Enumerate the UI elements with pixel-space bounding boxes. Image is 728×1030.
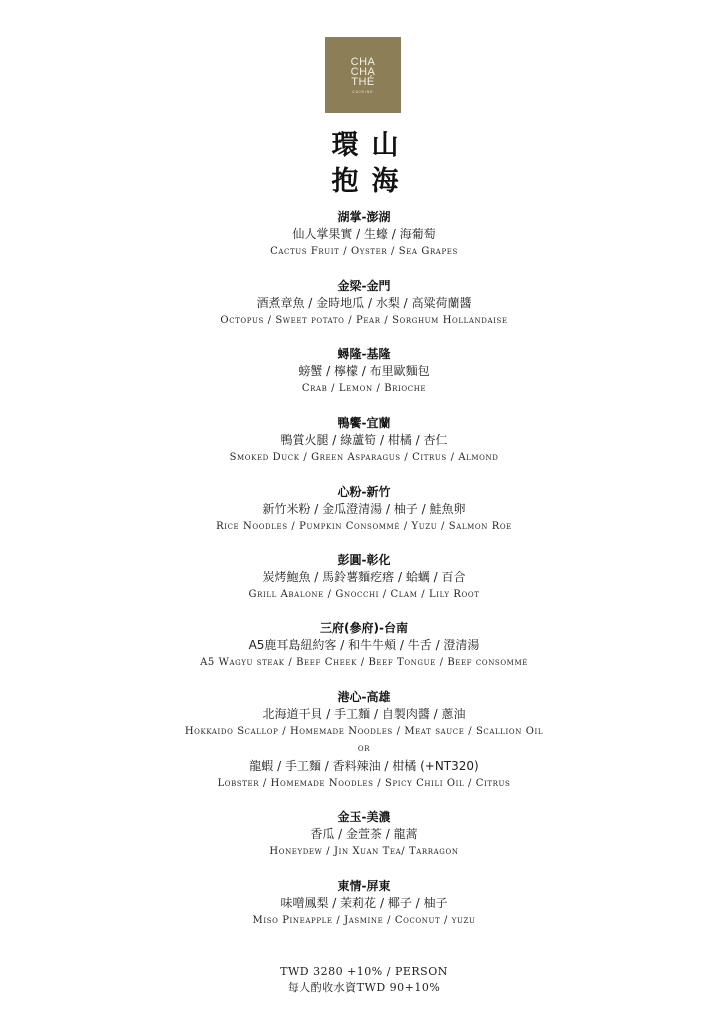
menu-title [320,128,410,200]
course-heading: 金梁-金門 [337,279,391,293]
course-changhua [0,552,728,604]
course-hsinchu [0,484,728,536]
price-footer [0,964,728,996]
course-chinese: 螃蟹 / 檸檬 / 布里歐麵包 [298,364,430,378]
title-char-3: 抱 [331,166,359,197]
course-english: Hokkaido Scallop / Homemade Noodles / Meat sauce / Scallion Oil [184,726,544,737]
course-chinese: 味噌鳳梨 / 茉莉花 / 椰子 / 柚子 [280,896,448,910]
title-char-2: 山 [371,130,399,161]
course-chinese: 香瓜 / 金萱茶 / 龍蒿 [310,827,418,841]
course-english: Smoked Duck / Green Asparagus / Citrus / Almond [229,452,499,463]
course-chinese: 北海道干貝 / 手工麵 / 自製肉醬 / 蔥油 [262,707,466,721]
title-char-4: 海 [371,166,399,197]
logo-line-2: CHA [350,65,376,78]
course-heading: 蟳隆-基隆 [337,347,391,361]
course-penghu [0,209,728,261]
course-heading: 彭圓-彰化 [337,553,391,567]
course-chinese: 酒煮章魚 / 金時地瓜 / 水梨 / 高粱荷蘭醬 [256,296,472,310]
course-english-alt: Lobster / Homemade Noodles / Spicy Chili Oil / Citrus [217,778,511,789]
course-heading: 港心-高雄 [337,690,391,704]
course-english: A5 Wagyu steak / Beef Cheek / Beef Tongue / Beef consommé [200,657,528,668]
title-char-1: 環 [331,130,359,161]
course-chinese: 仙人掌果實 / 生蠔 / 海葡萄 [292,227,436,241]
logo-line-4: CUISINE [352,89,374,94]
course-chinese: 炭烤鮑魚 / 馬鈴薯麵疙瘩 / 蛤蠣 / 百合 [262,570,466,584]
course-chinese-alt: 龍蝦 / 手工麵 / 香料辣油 / 柑橘 (+NT320) [249,759,479,773]
course-chinese: 鴨賞火腿 / 綠蘆筍 / 柑橘 / 杏仁 [280,433,448,447]
course-heading: 東情-屏東 [337,879,391,893]
course-english: Grill Abalone / Gnocchi / Clam / Lily Root [248,589,480,600]
logo-line-1: CHA [350,55,376,68]
price-per-person: TWD 3280 +10% / PERSON [280,965,448,978]
course-english: Octopus / Sweet potato / Pear / Sorghum Hollandaise [220,315,508,326]
course-english: Miso Pineapple / Jasmine / Coconut / yuzu [252,915,476,926]
cha-cha-the-logo [325,37,401,113]
course-english: Honeydew / Jin Xuan Tea/ Tarragon [269,846,459,857]
course-english: Rice Noodles / Pumpkin Consommé / Yuzu / Salmon Roe [216,521,512,532]
course-heading: 三府(參府)-台南 [320,621,408,635]
course-pingtung [0,878,728,930]
course-heading: 金玉-美濃 [337,810,391,824]
course-keelung [0,346,728,398]
course-heading: 鴨饗-宜蘭 [337,416,391,430]
course-heading: 湖掌-澎湖 [337,210,391,224]
course-yilan [0,415,728,467]
course-kinmen [0,278,728,330]
course-kaohsiung [0,689,728,793]
course-heading: 心粉-新竹 [337,485,391,499]
course-or-divider: or [357,743,371,754]
course-chinese: 新竹米粉 / 金瓜澄清湯 / 柚子 / 鮭魚卵 [262,502,466,516]
course-english: Crab / Lemon / Brioche [301,383,427,394]
course-chinese: A5鹿耳島紐約客 / 和牛牛頰 / 牛舌 / 澄清湯 [248,638,480,652]
water-charge: 每人酌收水資TWD 90+10% [287,981,441,994]
course-english: Cactus Fruit / Oyster / Sea Grapes [270,246,458,257]
logo-line-3: THÉ [351,75,375,88]
course-tainan [0,620,728,672]
course-meinong [0,809,728,861]
